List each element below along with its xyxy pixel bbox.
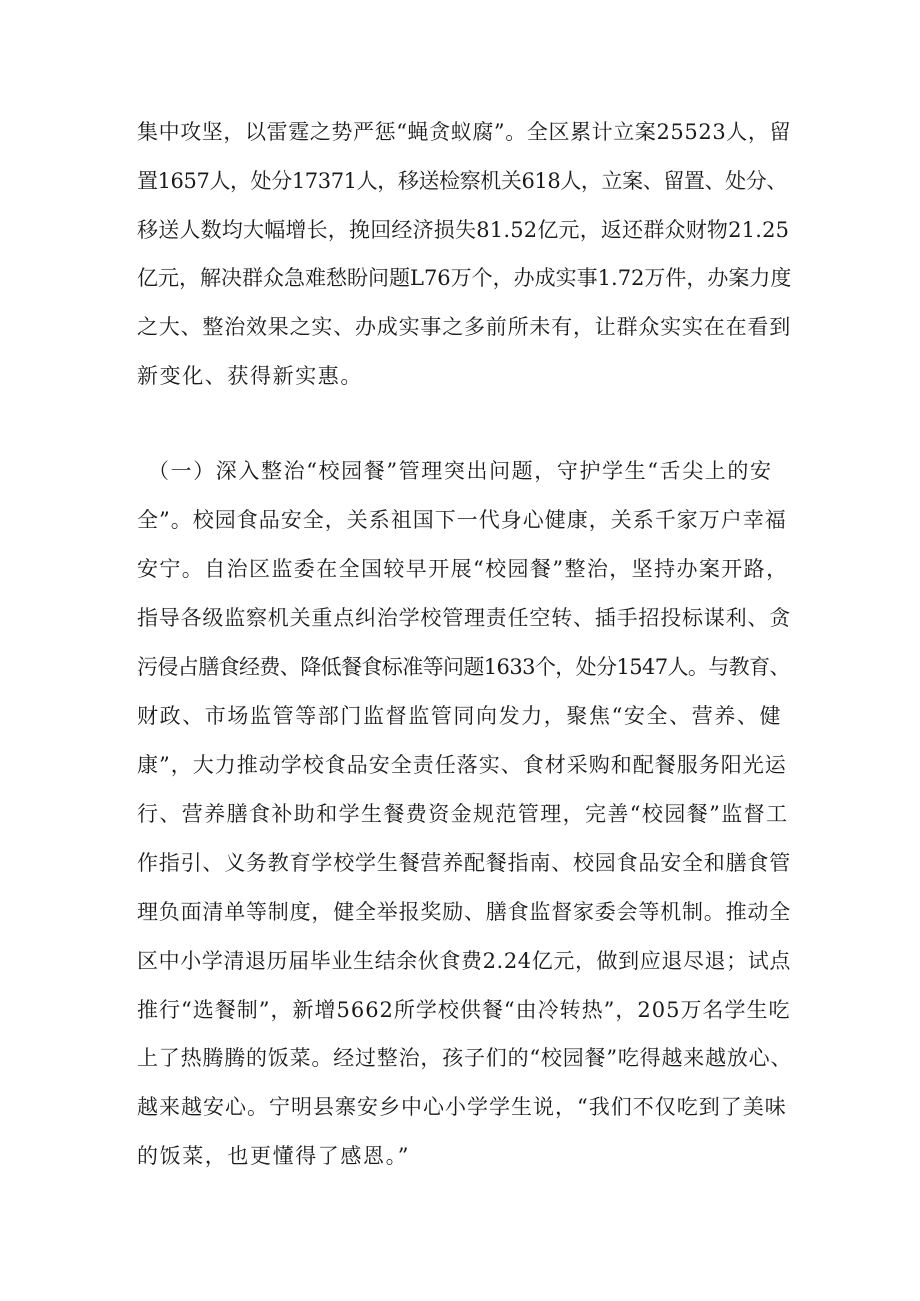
paragraph-2-line-14: 越来越安心。宁明县寨安乡中心小学学生说，“我们不仅吃到了美味 [137, 1095, 787, 1119]
paragraph-2-line-8: 行、营养膳食补助和学生餐费资金规范管理，完善“校园餐”监督工 [137, 802, 789, 826]
paragraph-2-line-15: 的饭菜，也更懂得了感恩。” [137, 1144, 411, 1168]
paragraph-2-line-12: 推行“选餐制”，新增5662所学校供餐“由冷转热”，205万名学生吃 [137, 998, 791, 1022]
paragraph-2-line-3: 安宁。自治区监委在全国较早开展“校园餐”整治，坚持办案开路， [137, 557, 789, 581]
paragraph-2-line-2: 全”。校园食品安全，关系祖国下一代身心健康，关系千家万户幸福 [137, 508, 787, 532]
paragraph-2-line-7: 康”，大力推动学校食品安全责任落实、食材采购和配餐服务阳光运 [137, 753, 787, 777]
paragraph-2-line-11: 区中小学清退历届毕业生结余伙食费2.24亿元，做到应退尽退；试点 [137, 949, 791, 973]
paragraph-1-line-6: 新变化、获得新实惠。 [137, 364, 363, 388]
paragraph-1-line-5: 之大、整治效果之实、办成实事之多前所未有，让群众实实在在看到 [137, 315, 791, 339]
paragraph-2-line-6: 财政、市场监管等部门监督监管同向发力，聚焦“安全、营养、健 [137, 704, 783, 728]
paragraph-2-line-1: （一）深入整治“校园餐”管理突出问题，守护学生“舌尖上的安 [148, 459, 773, 483]
paragraph-2-line-9: 作指引、义务教育学校学生餐营养配餐指南、校园食品安全和膳食管 [137, 851, 791, 875]
paragraph-1-line-1: 集中攻坚，以雷霆之势严惩“蝇贪蚁腐”。全区累计立案25523人，留 [137, 120, 792, 144]
paragraph-2-line-10: 理负面清单等制度，健全举报奖励、膳食监督家委会等机制。推动全 [137, 900, 791, 924]
paragraph-1-line-3: 移送人数均大幅增长，挽回经济损失81.52亿元，返还群众财物21.25 [137, 218, 790, 242]
paragraph-2-line-4: 指导各级监察机关重点纠治学校管理责任空转、插手招投标谋利、贪 [137, 606, 791, 630]
paragraph-1-line-2: 置1657人，处分17371人，移送检察机关618人，立案、留置、处分、 [137, 169, 787, 193]
paragraph-1-line-4: 亿元，解决群众急难愁盼问题L76万个，办成实事1.72万件，办案力度 [137, 266, 792, 290]
paragraph-2-line-13: 上了热腾腾的饭菜。经过整治，孩子们的“校园餐”吃得越来越放心、 [137, 1046, 793, 1070]
paragraph-2-line-5: 污侵占膳食经费、降低餐食标准等问题1633个，处分1547人。与教育、 [137, 655, 790, 679]
